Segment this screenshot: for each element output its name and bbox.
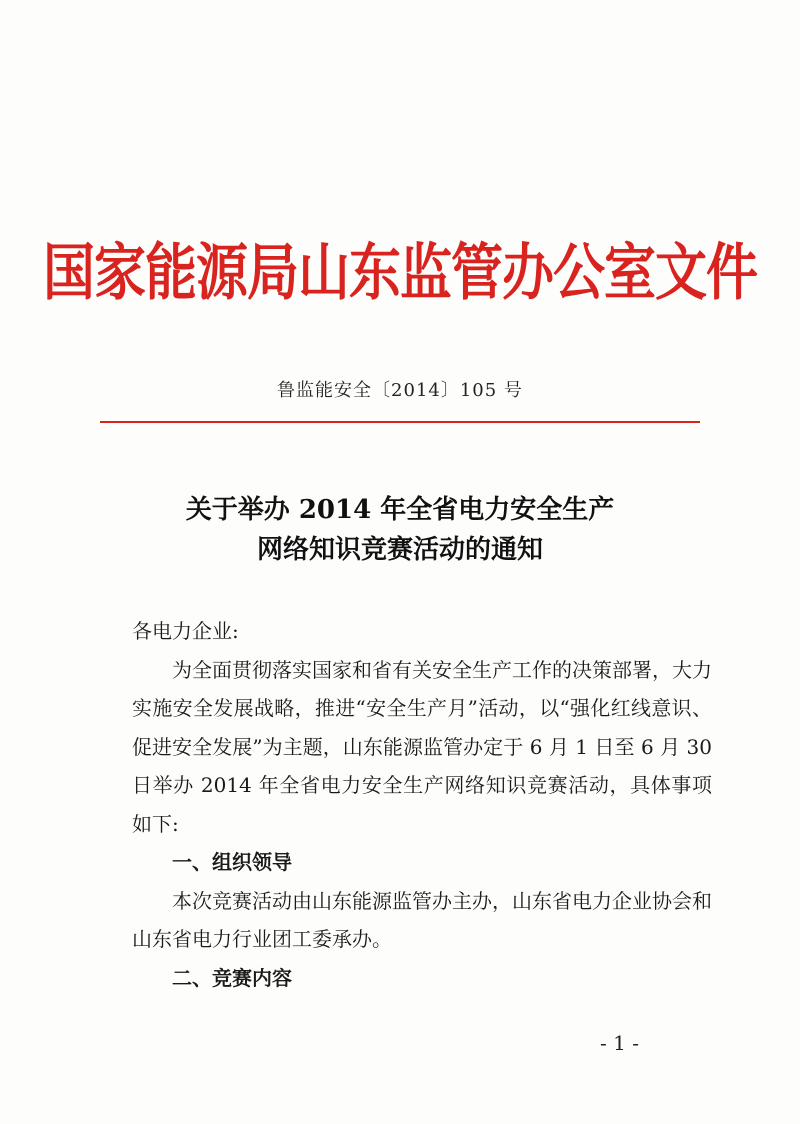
issuing-organization-title: 国家能源局山东监管办公室文件 [42,237,757,309]
red-divider-line [100,421,700,423]
salutation: 各电力企业: [132,619,239,643]
notice-title-line-2: 网络知识竞赛活动的通知 [256,535,543,565]
section-1-heading: 一、组织领导 [172,850,292,874]
document-number: 鲁监能安全〔2014〕105 号 [277,380,523,401]
intro-paragraph: 为全面贯彻落实国家和省有关安全生产工作的决策部署，大力实施安全发展战略，推进“安全生产月”活动，以“强化红线意识、促进安全发展”为主题，山东能源监管办定于 6 月 1 日至 6 月 30 日举办 2014 年全省电力安全生产网络知识竞赛活动，具体事项如下: [132,657,712,836]
notice-title-line-1: 关于举办 2014 年全省电力安全生产 [185,495,615,525]
notice-title [0,490,800,570]
notice-body [132,612,712,997]
section-2-heading: 二、竞赛内容 [172,965,292,990]
section-1-paragraph: 本次竞赛活动由山东能源监管办主办，山东省电力企业协会和山东省电力行业团工委承办。 [132,888,712,951]
page-number: - 1 - [600,1031,639,1055]
